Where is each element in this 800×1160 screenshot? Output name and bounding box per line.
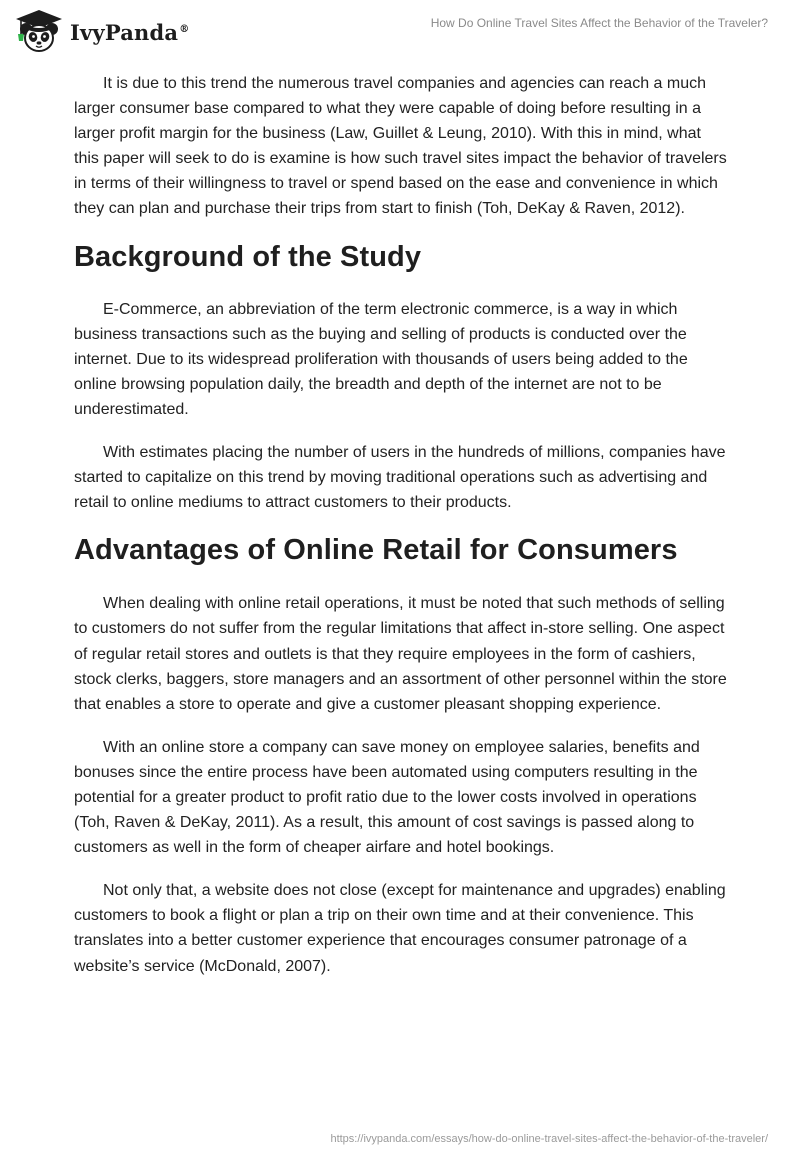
section-heading-background: Background of the Study bbox=[74, 240, 422, 273]
essay-content bbox=[74, 71, 730, 997]
document-title: How Do Online Travel Sites Affect the Behavior of the Traveler? bbox=[430, 16, 768, 30]
paragraph: With an online store a company can save money on employee salaries, benefits and bonuses since the entire process have been automated using computers resulting in the potential for a greater product to profit ratio due to the lower costs involved in operations (Toh, Raven & DeKay, 2011). As a result, this amount of cost savings is passed along to customers as well in the form of cheaper airfare and hotel bookings. bbox=[74, 738, 700, 857]
source-url[interactable]: https://ivypanda.com/essays/how-do-online-travel-sites-affect-the-behavior-of-the-traveler/ bbox=[330, 1133, 768, 1145]
logo-wordmark: IvyPanda® bbox=[70, 19, 190, 45]
paragraph: With estimates placing the number of users in the hundreds of millions, companies have started to capitalize on this trend by moving traditional operations such as advertising and retail to online mediums to attract customers to their products. bbox=[74, 444, 726, 512]
section-heading-advantages: Advantages of Online Retail for Consumers bbox=[74, 534, 678, 567]
panda-graduate-icon bbox=[12, 8, 66, 54]
ivypanda-logo[interactable] bbox=[12, 8, 189, 54]
paragraph: E-Commerce, an abbreviation of the term electronic commerce, is a way in which business transactions such as the buying and selling of products is conducted over the internet. Due to its widespread proliferation with thousands of users being added to the online browsing population daily, the breadth and depth of the internet are not to be underestimated. bbox=[74, 300, 688, 418]
paragraph: When dealing with online retail operations, it must be noted that such methods of selling to customers do not suffer from the regular limitations that affect in-store selling. One aspect of regular retail stores and outlets is that they require employees in the form of cashiers, stock clerks, baggers, store managers and an assortment of other personnel within the store that enables a store to operate and give a customer pleasant shopping experience. bbox=[74, 595, 727, 713]
registered-mark: ® bbox=[179, 23, 190, 35]
intro-paragraph: It is due to this trend the numerous travel companies and agencies can reach a much larger consumer base compared to what they were capable of doing before resulting in a larger profit margin for the business (Law, Guillet & Leung, 2010). With this in mind, what this paper will seek to do is examine is how such travel sites impact the behavior of travelers in terms of their willingness to travel or spend based on the ease and convenience in which they can plan and purchase their trips from start to finish (Toh, DeKay & Raven, 2012). bbox=[74, 75, 727, 218]
page-header bbox=[0, 0, 800, 60]
paragraph: Not only that, a website does not close (except for maintenance and upgrades) enabling customers to book a flight or plan a trip on their own time and at their convenience. This translates into a better customer experience that encourages consumer patronage of a website’s service (McDonald, 2007). bbox=[74, 882, 726, 975]
